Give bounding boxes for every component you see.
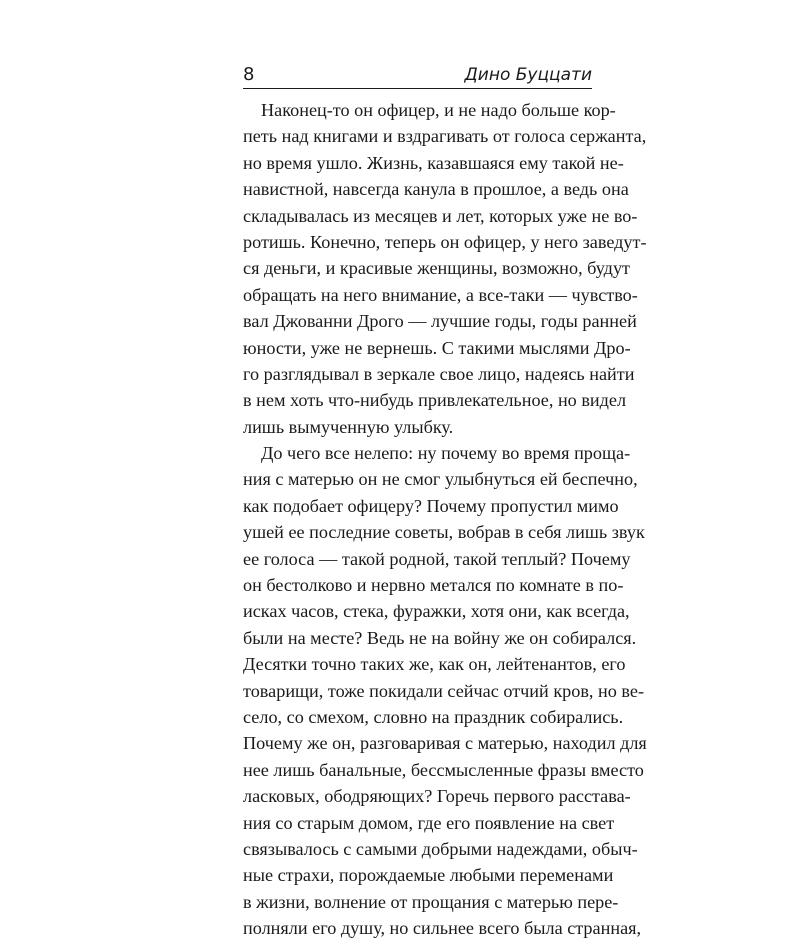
text-line: юности, уже не вернешь. С такими мыслями Дро- bbox=[243, 337, 631, 358]
text-line: ее голоса — такой родной, такой теплый? Почему bbox=[243, 548, 631, 569]
text-line: лишь вымученную улыбку. bbox=[243, 416, 454, 437]
paragraph bbox=[243, 97, 647, 440]
text-line: товарищи, тоже покидали сейчас отчий кров, но ве- bbox=[243, 680, 645, 701]
text-line: вал Джованни Дрого — лучшие годы, годы ранней bbox=[243, 311, 637, 332]
text-line: полняли его душу, но сильнее всего была странная, bbox=[243, 918, 642, 939]
text-line: ния с матерью он не смог улыбнуться ей беспечно, bbox=[243, 469, 638, 490]
text-line: были на месте? Ведь не на войну же он собирался. bbox=[243, 627, 637, 648]
text-line: село, со смехом, словно на праздник собирались. bbox=[243, 706, 624, 727]
text-line: но время ушло. Жизнь, казавшаяся ему такой не- bbox=[243, 152, 624, 173]
text-line: петь над книгами и вздрагивать от голоса сержанта, bbox=[243, 126, 647, 147]
page-number: 8 bbox=[243, 64, 255, 85]
text-line: Десятки точно таких же, как он, лейтенантов, его bbox=[243, 654, 626, 675]
text-line: он бестолково и нервно метался по комнате в по- bbox=[243, 575, 624, 596]
text-line: ласковых, ободряющих? Горечь первого расстава- bbox=[243, 786, 631, 807]
text-line: обращать на него внимание, а все-таки — чувство- bbox=[243, 284, 638, 305]
text-line: До чего все нелепо: ну почему во время проща- bbox=[261, 443, 631, 464]
text-line: го разглядывал в зеркале свое лицо, надеясь найти bbox=[243, 363, 635, 384]
paragraph bbox=[243, 440, 647, 941]
page-header bbox=[243, 63, 592, 87]
body-text bbox=[243, 97, 647, 942]
text-line: Почему же он, разговаривая с матерью, находил для bbox=[243, 733, 647, 754]
text-line: связывалось с самыми добрыми надеждами, обыч- bbox=[243, 838, 638, 859]
text-line: складывалась из месяцев и лет, которых уже не во- bbox=[243, 205, 638, 226]
text-line: ся деньги, и красивые женщины, возможно, будут bbox=[243, 258, 630, 279]
text-line: ные страхи, порождаемые любыми переменами bbox=[243, 865, 614, 886]
text-line: исках часов, стека, фуражки, хотя они, как всегда, bbox=[243, 601, 630, 622]
running-head-author: Дино Буццати bbox=[464, 65, 592, 85]
text-line: ротишь. Конечно, теперь он офицер, у него заведут- bbox=[243, 231, 647, 252]
text-line: Наконец-то он офицер, и не надо больше кор- bbox=[261, 100, 616, 120]
text-line: в жизни, волнение от прощания с матерью пере- bbox=[243, 891, 619, 912]
text-line: в нем хоть что-нибудь привлекательное, но видел bbox=[243, 390, 627, 411]
header-divider bbox=[243, 88, 592, 89]
text-line: навистной, навсегда канула в прошлое, а ведь она bbox=[243, 179, 629, 200]
text-line: как подобает офицеру? Почему пропустил мимо bbox=[243, 495, 619, 516]
text-line: ния со старым домом, где его появление на свет bbox=[243, 812, 615, 833]
text-line: нее лишь банальные, бессмысленные фразы вместо bbox=[243, 759, 644, 780]
text-line: ушей ее последние советы, вобрав в себя лишь звук bbox=[243, 522, 645, 543]
